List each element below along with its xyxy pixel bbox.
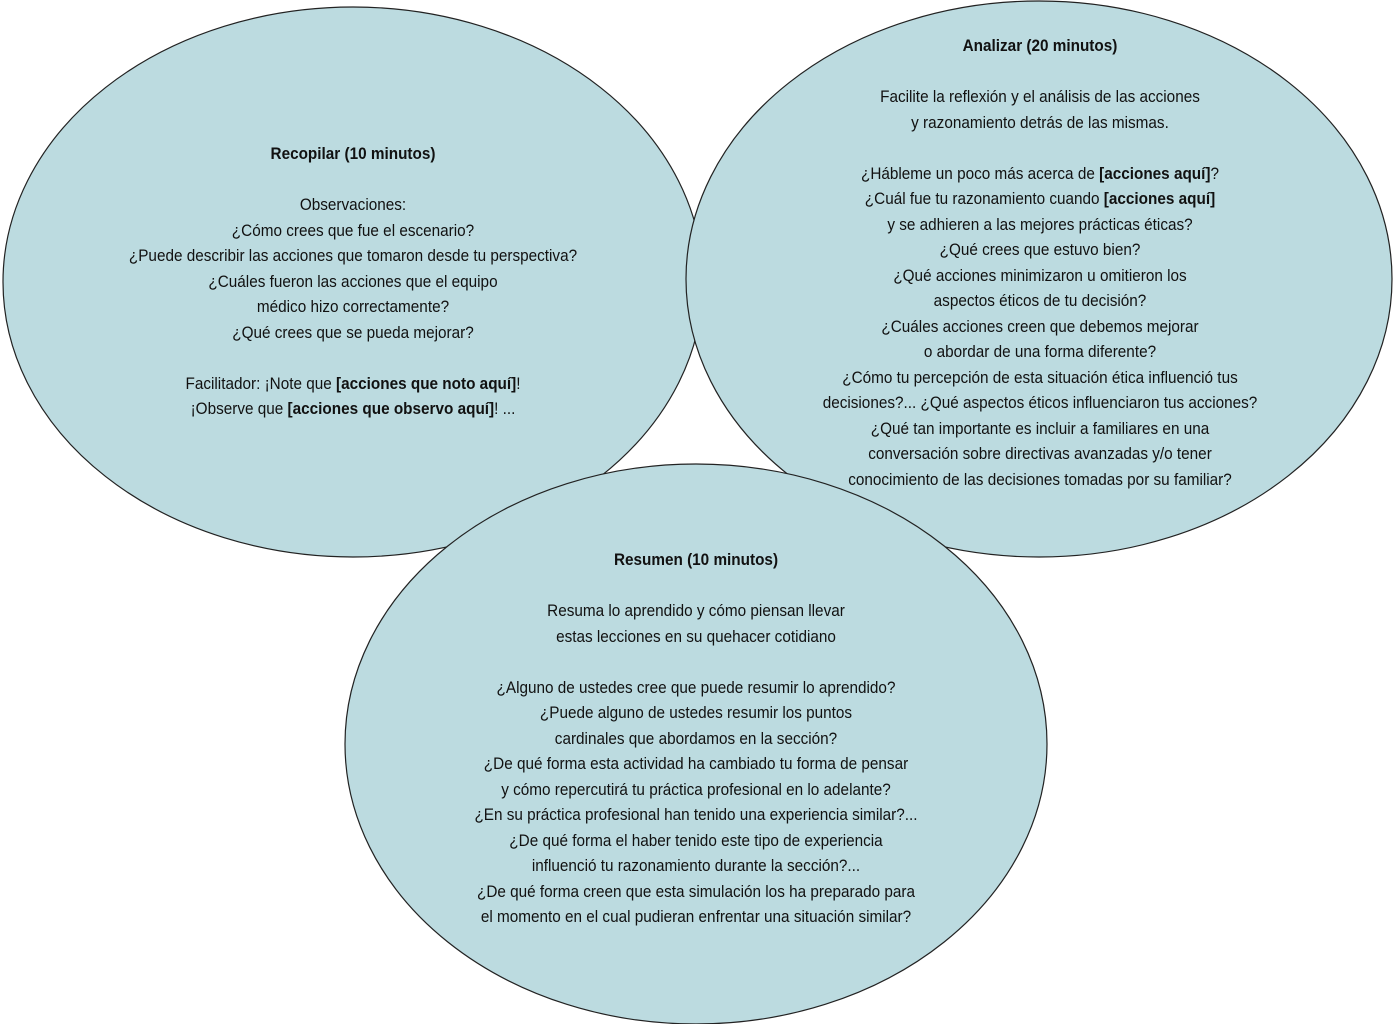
text-line: [770, 390, 1310, 416]
text-segment: y razonamiento detrás de las mismas.: [911, 112, 1169, 132]
resumen-title: Resumen (10 minutos): [613, 550, 779, 569]
text-segment: ¿En su práctica profesional han tenido una experiencia similar?...: [474, 805, 918, 824]
recopilar-text: [83, 141, 623, 422]
text-line: [770, 237, 1310, 263]
text-line: [770, 467, 1310, 493]
text-segment: el momento en el cual pudieran enfrentar una situación similar?: [480, 907, 912, 926]
text-segment: conversación sobre directivas avanzadas y/o tener: [868, 444, 1212, 463]
text-segment: ¿De qué forma esta actividad ha cambiado tu forma de pensar: [483, 754, 909, 773]
text-line: [426, 598, 966, 624]
text-line: [83, 243, 623, 269]
text-line: [770, 186, 1310, 212]
text-line: [426, 700, 966, 726]
text-line: [426, 649, 966, 675]
text-line: [426, 777, 966, 803]
text-segment: y cómo repercutirá tu práctica profesional en lo adelante?: [501, 779, 891, 799]
resumen-lines: [426, 573, 966, 930]
text-line: [770, 288, 1310, 314]
text-line: [770, 416, 1310, 442]
text-segment: Resuma lo aprendido y cómo piensan llevar: [547, 601, 845, 620]
text-line: [426, 675, 966, 701]
text-line: [426, 802, 966, 828]
text-line: [426, 573, 966, 599]
text-line: [770, 314, 1310, 340]
text-line: [83, 269, 623, 295]
text-line: [83, 192, 623, 218]
text-line: [83, 218, 623, 244]
text-segment: ¿Qué crees que estuvo bien?: [939, 240, 1141, 259]
text-segment: influenció tu razonamiento durante la sección?...: [531, 856, 861, 875]
text-segment: conocimiento de las decisiones tomadas por su familiar?: [848, 469, 1232, 489]
text-segment: ¿De qué forma creen que esta simulación los ha preparado para: [476, 881, 915, 901]
placeholder-bold: [acciones que observo aquí]: [287, 399, 495, 418]
analizar-title: Analizar (20 minutos): [962, 36, 1118, 55]
text-line: [770, 161, 1310, 187]
text-segment: médico hizo correctamente?: [256, 297, 450, 316]
text-line: [770, 59, 1310, 85]
text-line: [426, 751, 966, 777]
analizar-text: [770, 33, 1310, 492]
text-segment: o abordar de una forma diferente?: [923, 342, 1157, 361]
text-line: [770, 84, 1310, 110]
text-line: [426, 879, 966, 905]
resumen-text: [426, 547, 966, 930]
text-segment: ¿Alguno de ustedes cree que puede resumir lo aprendido?: [496, 677, 896, 697]
text-line: [770, 212, 1310, 238]
placeholder-bold: [acciones aquí]: [1103, 189, 1216, 208]
text-line: [83, 371, 623, 397]
text-line: [83, 345, 623, 371]
text-segment: ¿Cuáles fueron las acciones que el equipo: [208, 271, 498, 291]
text-segment: ?: [1210, 163, 1220, 183]
text-line: [770, 339, 1310, 365]
text-segment: ¿Hábleme un poco más acerca de: [860, 163, 1100, 183]
text-line: [426, 853, 966, 879]
text-segment: decisiones?... ¿Qué aspectos éticos influenciaron tus acciones?: [822, 393, 1258, 412]
text-line: [426, 726, 966, 752]
text-segment: aspectos éticos de tu decisión?: [933, 291, 1147, 310]
text-segment: Facilite la reflexión y el análisis de las acciones: [880, 87, 1200, 106]
text-segment: !: [516, 373, 521, 393]
text-segment: ¡Observe que: [190, 399, 288, 418]
text-segment: ¿Cuáles acciones creen que debemos mejorar: [881, 316, 1199, 336]
text-line: [83, 320, 623, 346]
text-segment: ! ...: [494, 399, 516, 418]
text-line: [770, 135, 1310, 161]
text-segment: ¿Qué tan importante es incluir a familiares en una: [870, 418, 1210, 438]
text-segment: ¿De qué forma el haber tenido este tipo de experiencia: [509, 830, 883, 850]
text-line: [770, 110, 1310, 136]
text-segment: y se adhieren a las mejores prácticas éticas?: [887, 214, 1193, 234]
text-segment: ¿Cómo crees que fue el escenario?: [231, 220, 475, 240]
text-segment: estas lecciones en su quehacer cotidiano: [556, 626, 836, 646]
text-segment: ¿Cómo tu percepción de esta situación ética influenció tus: [842, 367, 1238, 387]
text-segment: Observaciones:: [299, 195, 407, 214]
text-segment: ¿Cuál fue tu razonamiento cuando: [864, 189, 1104, 208]
text-segment: cardinales que abordamos en la sección?: [554, 728, 838, 748]
text-line: [426, 904, 966, 930]
text-line: [83, 396, 623, 422]
text-line: [83, 294, 623, 320]
text-segment: ¿Qué crees que se pueda mejorar?: [232, 322, 474, 342]
text-line: [770, 441, 1310, 467]
text-line: [770, 365, 1310, 391]
text-segment: ¿Qué acciones minimizaron u omitieron los: [893, 265, 1187, 285]
text-line: [83, 167, 623, 193]
analizar-lines: [770, 59, 1310, 493]
recopilar-title: Recopilar (10 minutos): [270, 144, 436, 163]
text-segment: ¿Puede alguno de ustedes resumir los puntos: [539, 703, 853, 722]
text-segment: ¿Puede describir las acciones que tomaron desde tu perspectiva?: [128, 246, 578, 265]
text-line: [426, 624, 966, 650]
text-line: [426, 828, 966, 854]
placeholder-bold: [acciones que noto aquí]: [336, 373, 517, 393]
text-line: [770, 263, 1310, 289]
recopilar-lines: [83, 167, 623, 422]
text-segment: Facilitador: ¡Note que: [185, 373, 337, 393]
placeholder-bold: [acciones aquí]: [1099, 163, 1211, 183]
